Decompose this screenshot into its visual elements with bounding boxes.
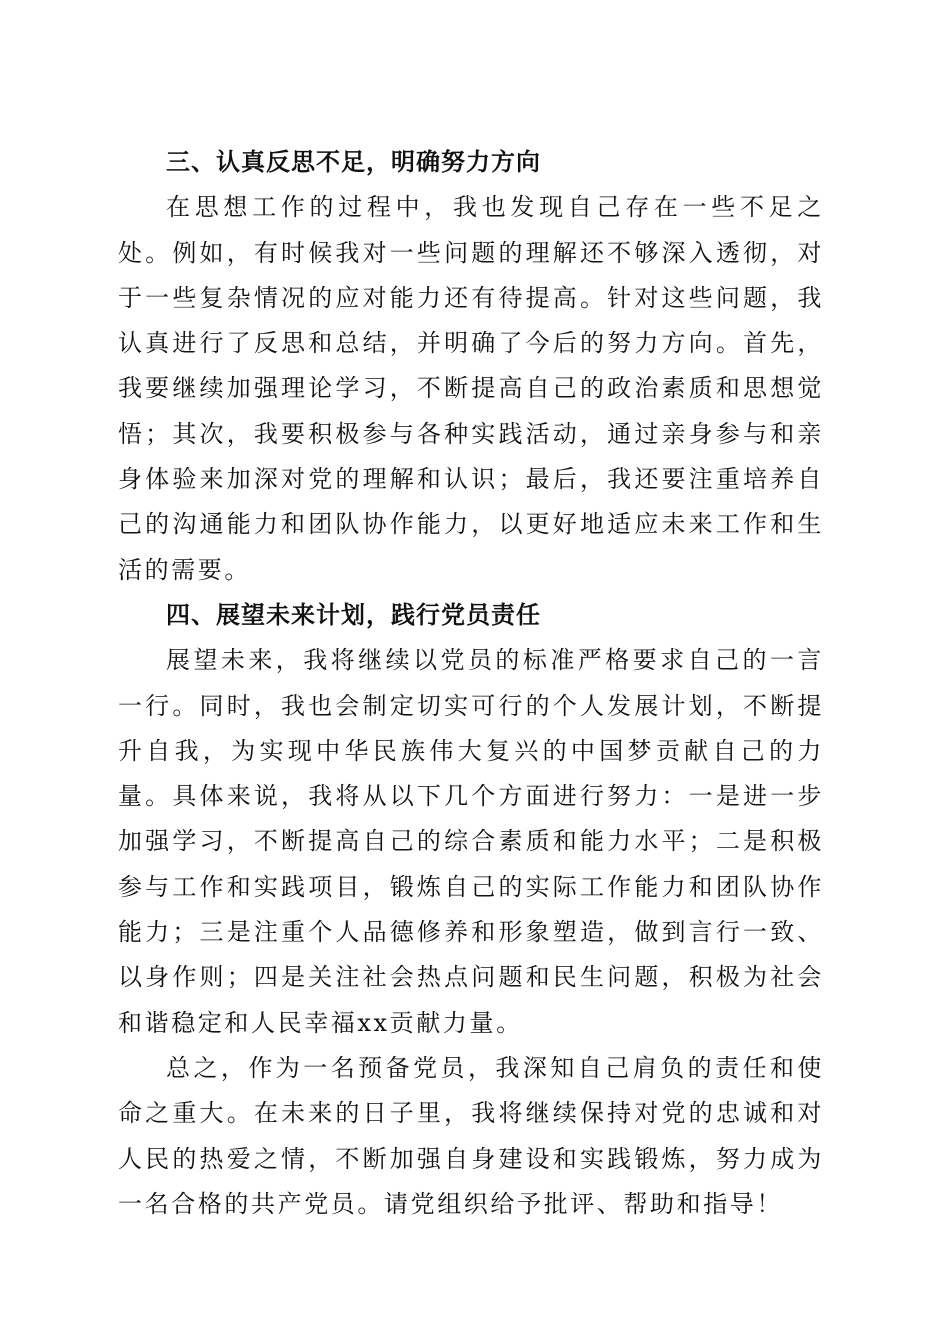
conclusion-paragraph: 总之，作为一名预备党员，我深知自己肩负的责任和使命之重大。在未来的日子里，我将继续保持对党的忠诚和对人民的热爱之情，不断加强自身建设和实践锻炼，努力成为一名合格的共产党员。请党组织给予批评、帮助和指导！ [118, 1053, 824, 1218]
section-4-paragraph-1: 展望未来，我将继续以党员的标准严格要求自己的一言一行。同时，我也会制定切实可行的个人发展计划，不断提升自我，为实现中华民族伟大复兴的中国梦贡献自己的力量。具体来说，我将从以下几个方面进行努力：一是进一步加强学习，不断提高自己的综合素质和能力水平；二是积极参与工作和实践项目，锻炼自己的实际工作能力和团队协作能力；三是注重个人品德修养和形象塑造，做到言行一致、以身作则；四是关注社会热点问题和民生问题，积极为社会和谐稳定和人民幸福xx贡献力量。 [118, 646, 824, 1037]
section-3-paragraph-1: 在思想工作的过程中，我也发现自己存在一些不足之处。例如，有时候我对一些问题的理解还不够深入透彻，对于一些复杂情况的应对能力还有待提高。针对这些问题，我认真进行了反思和总结，并明确了今后的努力方向。首先，我要继续加强理论学习，不断提高自己的政治素质和思想觉悟；其次，我要积极参与各种实践活动，通过亲身参与和亲身体验来加深对党的理解和认识；最后，我还要注重培养自己的沟通能力和团队协作能力，以更好地适应未来工作和生活的需要。 [118, 193, 824, 584]
document-body [118, 140, 824, 1227]
section-heading-4: 四、展望未来计划，践行党员责任 [166, 600, 541, 629]
section-heading-3: 三、认真反思不足，明确努力方向 [166, 148, 541, 176]
